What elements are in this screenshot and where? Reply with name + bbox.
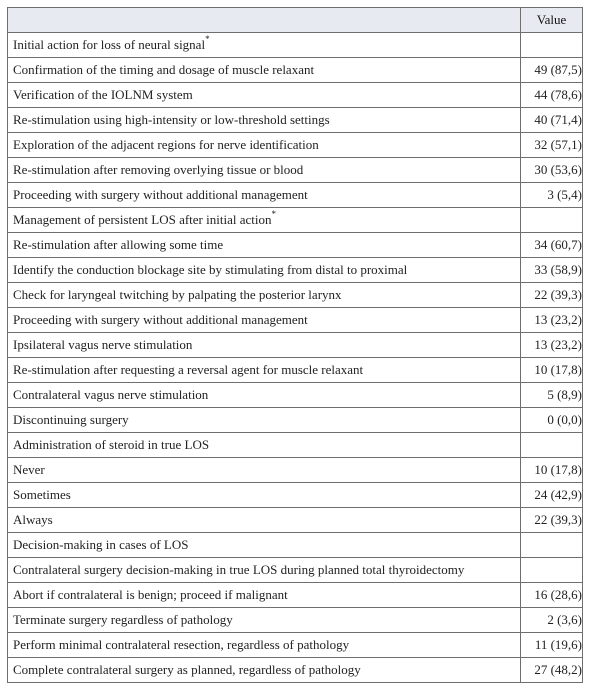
section-row	[8, 558, 583, 583]
value-cell: 34 (60,7)	[521, 233, 583, 258]
header-row	[8, 8, 583, 33]
value-cell: 22 (39,3)	[521, 508, 583, 533]
item-label: Abort if contralateral is benign; proceed if malignant	[13, 587, 288, 602]
item-label: Check for laryngeal twitching by palpating the posterior larynx	[13, 287, 342, 302]
value-cell	[521, 433, 583, 458]
table-row	[8, 308, 583, 333]
item-label-cell	[8, 508, 521, 533]
value-cell: 44 (78,6)	[521, 83, 583, 108]
value-cell: 13 (23,2)	[521, 308, 583, 333]
section-label-cell	[8, 533, 521, 558]
table-row	[8, 633, 583, 658]
table-container	[7, 7, 582, 683]
table-row	[8, 583, 583, 608]
item-label: Verification of the IOLNM system	[13, 87, 193, 102]
section-label-cell	[8, 208, 521, 233]
table-body	[8, 33, 583, 683]
item-label: Terminate surgery regardless of pathology	[13, 612, 233, 627]
item-label-cell	[8, 458, 521, 483]
section-label: Contralateral surgery decision-making in true LOS during planned total thyroidectomy	[13, 562, 465, 577]
item-label-cell	[8, 133, 521, 158]
item-label-cell	[8, 58, 521, 83]
table-row	[8, 183, 583, 208]
item-label-cell	[8, 83, 521, 108]
table-row	[8, 608, 583, 633]
table-row	[8, 483, 583, 508]
item-label-cell	[8, 608, 521, 633]
item-label: Always	[13, 512, 53, 527]
value-cell: 3 (5,4)	[521, 183, 583, 208]
table-row	[8, 283, 583, 308]
table-row	[8, 158, 583, 183]
section-label-cell	[8, 558, 521, 583]
item-label: Sometimes	[13, 487, 71, 502]
value-cell: 2 (3,6)	[521, 608, 583, 633]
item-label: Proceeding with surgery without additional management	[13, 187, 308, 202]
item-label-cell	[8, 308, 521, 333]
value-cell: 13 (23,2)	[521, 333, 583, 358]
value-cell	[521, 33, 583, 58]
item-label-cell	[8, 233, 521, 258]
item-label: Re-stimulation after allowing some time	[13, 237, 224, 252]
table-row	[8, 408, 583, 433]
table-row	[8, 133, 583, 158]
section-row	[8, 433, 583, 458]
item-label: Ipsilateral vagus nerve stimulation	[13, 337, 193, 352]
item-label: Exploration of the adjacent regions for nerve identification	[13, 137, 319, 152]
item-label-cell	[8, 633, 521, 658]
table-row	[8, 458, 583, 483]
item-label: Never	[13, 462, 45, 477]
value-cell: 11 (19,6)	[521, 633, 583, 658]
footnote-marker: *	[271, 208, 276, 219]
item-label: Contralateral vagus nerve stimulation	[13, 387, 209, 402]
table-row	[8, 358, 583, 383]
value-cell: 27 (48,2)	[521, 658, 583, 683]
section-row	[8, 33, 583, 58]
item-label-cell	[8, 158, 521, 183]
table-row	[8, 233, 583, 258]
item-label: Re-stimulation after removing overlying tissue or blood	[13, 162, 304, 177]
section-row	[8, 208, 583, 233]
value-cell: 30 (53,6)	[521, 158, 583, 183]
value-cell	[521, 558, 583, 583]
item-label: Proceeding with surgery without additional management	[13, 312, 308, 327]
section-label-cell	[8, 433, 521, 458]
value-cell: 5 (8,9)	[521, 383, 583, 408]
value-cell: 22 (39,3)	[521, 283, 583, 308]
table-row	[8, 333, 583, 358]
item-label: Perform minimal contralateral resection, regardless of pathology	[13, 637, 350, 652]
header-value-column: Value	[521, 8, 583, 33]
survey-results-table	[7, 7, 583, 683]
footnote-marker: *	[205, 33, 210, 44]
table-row	[8, 108, 583, 133]
value-cell: 10 (17,8)	[521, 358, 583, 383]
value-cell	[521, 208, 583, 233]
table-row	[8, 658, 583, 683]
item-label-cell	[8, 258, 521, 283]
value-cell: 32 (57,1)	[521, 133, 583, 158]
item-label: Discontinuing surgery	[13, 412, 129, 427]
table-row	[8, 508, 583, 533]
section-label: Initial action for loss of neural signal	[13, 37, 206, 52]
item-label-cell	[8, 658, 521, 683]
value-cell: 33 (58,9)	[521, 258, 583, 283]
item-label-cell	[8, 283, 521, 308]
section-label-cell	[8, 33, 521, 58]
item-label-cell	[8, 583, 521, 608]
value-cell: 0 (0,0)	[521, 408, 583, 433]
value-cell: 10 (17,8)	[521, 458, 583, 483]
value-cell: 16 (28,6)	[521, 583, 583, 608]
value-cell: 40 (71,4)	[521, 108, 583, 133]
item-label: Re-stimulation after requesting a reversal agent for muscle relaxant	[13, 362, 364, 377]
table-row	[8, 383, 583, 408]
item-label-cell	[8, 358, 521, 383]
item-label-cell	[8, 408, 521, 433]
header-item-column	[8, 8, 521, 33]
item-label-cell	[8, 108, 521, 133]
section-row	[8, 533, 583, 558]
item-label: Confirmation of the timing and dosage of muscle relaxant	[13, 62, 315, 77]
section-label: Decision-making in cases of LOS	[13, 537, 189, 552]
value-cell	[521, 533, 583, 558]
value-cell: 24 (42,9)	[521, 483, 583, 508]
item-label: Complete contralateral surgery as planned, regardless of pathology	[13, 662, 361, 677]
table-row	[8, 258, 583, 283]
section-label: Management of persistent LOS after initial action	[13, 212, 272, 227]
item-label-cell	[8, 183, 521, 208]
table-row	[8, 83, 583, 108]
section-label: Administration of steroid in true LOS	[13, 437, 210, 452]
item-label-cell	[8, 483, 521, 508]
table-row	[8, 58, 583, 83]
value-cell: 49 (87,5)	[521, 58, 583, 83]
item-label: Re-stimulation using high-intensity or low-threshold settings	[13, 112, 330, 127]
item-label-cell	[8, 333, 521, 358]
item-label-cell	[8, 383, 521, 408]
item-label: Identify the conduction blockage site by stimulating from distal to proximal	[13, 262, 408, 277]
